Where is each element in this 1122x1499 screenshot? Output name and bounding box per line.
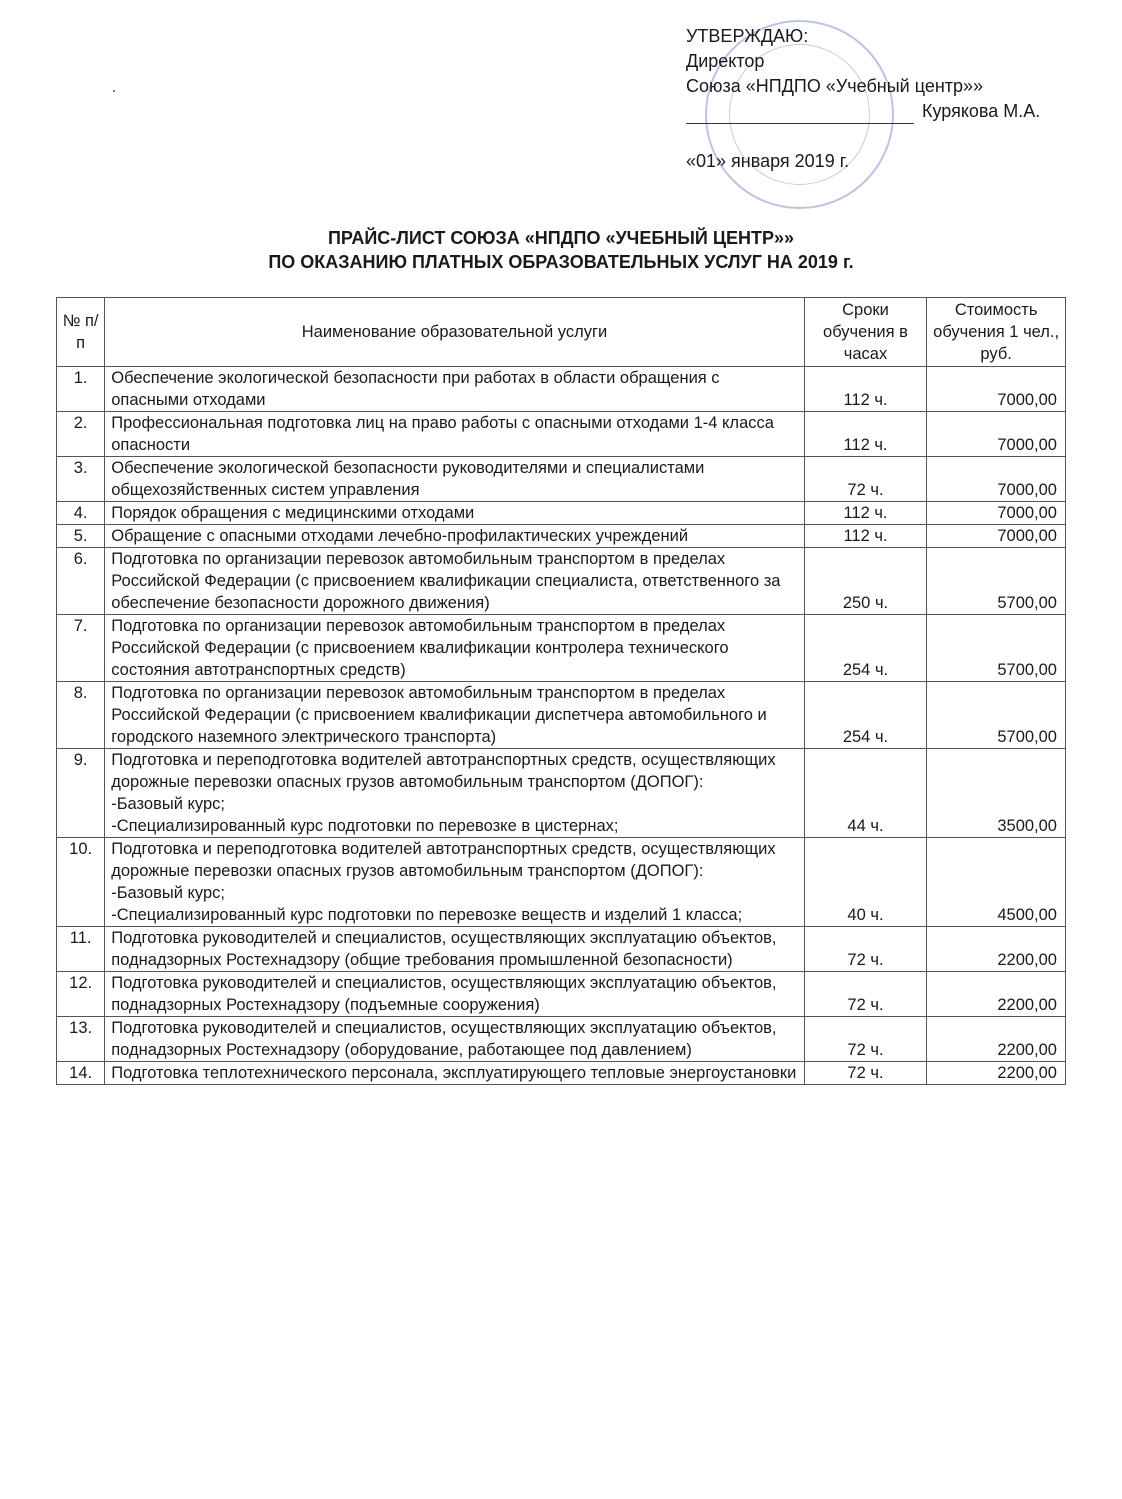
price: 3500,00: [927, 749, 1066, 838]
table-row: [57, 682, 1066, 749]
service-name: Профессиональная подготовка лиц на право работы с опасными отходами 1-4 класса опасности: [105, 412, 804, 457]
row-number: 3.: [57, 457, 105, 502]
hours: 72 ч.: [804, 1062, 927, 1085]
approval-position: Директор: [686, 51, 765, 71]
header-hours: Сроки обучения в часах: [804, 298, 927, 367]
table-row: [57, 615, 1066, 682]
hours: 112 ч.: [804, 502, 927, 525]
row-number: 14.: [57, 1062, 105, 1085]
service-name: Подготовка руководителей и специалистов, осуществляющих эксплуатацию объектов, поднадзорных Ростехнадзору (общие требования промышленной безопасности): [105, 927, 804, 972]
hours: 72 ч.: [804, 972, 927, 1017]
row-number: 1.: [57, 367, 105, 412]
table-row: [57, 838, 1066, 927]
table-header-row: [57, 298, 1066, 367]
header-service: Наименование образовательной услуги: [105, 298, 804, 367]
row-number: 10.: [57, 838, 105, 927]
service-name: Порядок обращения с медицинскими отходами: [105, 502, 804, 525]
table-row: [57, 1062, 1066, 1085]
table-row: [57, 367, 1066, 412]
table-body: [57, 367, 1066, 1085]
table-row: [57, 1017, 1066, 1062]
price: 7000,00: [927, 525, 1066, 548]
service-name: Подготовка и переподготовка водителей автотранспортных средств, осуществляющих дорожные перевозки опасных грузов автомобильным транспортом (ДОПОГ): -Базовый курс; -Специализированный курс подготовки по перевозке в цистернах;: [105, 749, 804, 838]
hours: 250 ч.: [804, 548, 927, 615]
signature-line: [686, 99, 1086, 124]
hours: 112 ч.: [804, 525, 927, 548]
service-name: Подготовка руководителей и специалистов, осуществляющих эксплуатацию объектов, поднадзорных Ростехнадзору (подъемные сооружения): [105, 972, 804, 1017]
approval-organization: Союза «НПДПО «Учебный центр»»: [686, 76, 984, 96]
hours: 254 ч.: [804, 682, 927, 749]
hours: 254 ч.: [804, 615, 927, 682]
service-name: Подготовка по организации перевозок автомобильным транспортом в пределах Российской Федерации (с присвоением квалификации специалиста, ответственного за обеспечение безопасности дорожного движения): [105, 548, 804, 615]
price: 5700,00: [927, 548, 1066, 615]
price: 2200,00: [927, 1017, 1066, 1062]
table-row: [57, 525, 1066, 548]
price: 2200,00: [927, 927, 1066, 972]
price: 2200,00: [927, 972, 1066, 1017]
service-name: Подготовка и переподготовка водителей автотранспортных средств, осуществляющих дорожные перевозки опасных грузов автомобильным транспортом (ДОПОГ): -Базовый курс; -Специализированный курс подготовки по перевозке веществ и изделий 1 класса;: [105, 838, 804, 927]
hours: 72 ч.: [804, 1017, 927, 1062]
price: 7000,00: [927, 457, 1066, 502]
price: 7000,00: [927, 367, 1066, 412]
table-row: [57, 457, 1066, 502]
header-number: № п/п: [57, 298, 105, 367]
hours: 44 ч.: [804, 749, 927, 838]
service-name: Подготовка по организации перевозок автомобильным транспортом в пределах Российской Федерации (с присвоением квалификации контролера технического состояния автотранспортных средств): [105, 615, 804, 682]
approval-date: «01» января 2019 г.: [686, 151, 850, 171]
row-number: 7.: [57, 615, 105, 682]
title-line-1: ПРАЙС-ЛИСТ СОЮЗА «НПДПО «УЧЕБНЫЙ ЦЕНТР»»: [327, 228, 795, 248]
table-row: [57, 749, 1066, 838]
row-number: 13.: [57, 1017, 105, 1062]
row-number: 2.: [57, 412, 105, 457]
table-row: [57, 927, 1066, 972]
approval-block: [686, 24, 1086, 174]
header-price: Стоимость обучения 1 чел., руб.: [927, 298, 1066, 367]
price: 2200,00: [927, 1062, 1066, 1085]
service-name: Подготовка по организации перевозок автомобильным транспортом в пределах Российской Федерации (с присвоением квалификации диспетчера автомобильного и городского наземного электрического транспорта): [105, 682, 804, 749]
table-row: [57, 502, 1066, 525]
row-number: 9.: [57, 749, 105, 838]
scan-speck: [113, 90, 115, 92]
hours: 40 ч.: [804, 838, 927, 927]
hours: 72 ч.: [804, 457, 927, 502]
signature-blank: [686, 103, 914, 124]
row-number: 6.: [57, 548, 105, 615]
title-line-2: ПО ОКАЗАНИЮ ПЛАТНЫХ ОБРАЗОВАТЕЛЬНЫХ УСЛУГ НА 2019 г.: [268, 252, 854, 272]
price: 5700,00: [927, 682, 1066, 749]
service-name: Подготовка руководителей и специалистов, осуществляющих эксплуатацию объектов, поднадзорных Ростехнадзору (оборудование, работающее под давлением): [105, 1017, 804, 1062]
price: 5700,00: [927, 615, 1066, 682]
hours: 72 ч.: [804, 927, 927, 972]
price: 7000,00: [927, 412, 1066, 457]
service-name: Обеспечение экологической безопасности при работах в области обращения с опасными отходами: [105, 367, 804, 412]
approval-signatory: Курякова М.А.: [922, 101, 1041, 121]
service-name: Обеспечение экологической безопасности руководителями и специалистами общехозяйственных систем управления: [105, 457, 804, 502]
table-row: [57, 412, 1066, 457]
row-number: 5.: [57, 525, 105, 548]
table-row: [57, 548, 1066, 615]
hours: 112 ч.: [804, 367, 927, 412]
row-number: 11.: [57, 927, 105, 972]
hours: 112 ч.: [804, 412, 927, 457]
price: 7000,00: [927, 502, 1066, 525]
approval-heading: УТВЕРЖДАЮ:: [686, 26, 809, 46]
price-table: [56, 297, 1066, 1085]
table-row: [57, 972, 1066, 1017]
row-number: 4.: [57, 502, 105, 525]
service-name: Обращение с опасными отходами лечебно-профилактических учреждений: [105, 525, 804, 548]
row-number: 12.: [57, 972, 105, 1017]
service-name: Подготовка теплотехнического персонала, эксплуатирующего тепловые энергоустановки: [105, 1062, 804, 1085]
document-title: [0, 226, 1122, 274]
row-number: 8.: [57, 682, 105, 749]
price: 4500,00: [927, 838, 1066, 927]
